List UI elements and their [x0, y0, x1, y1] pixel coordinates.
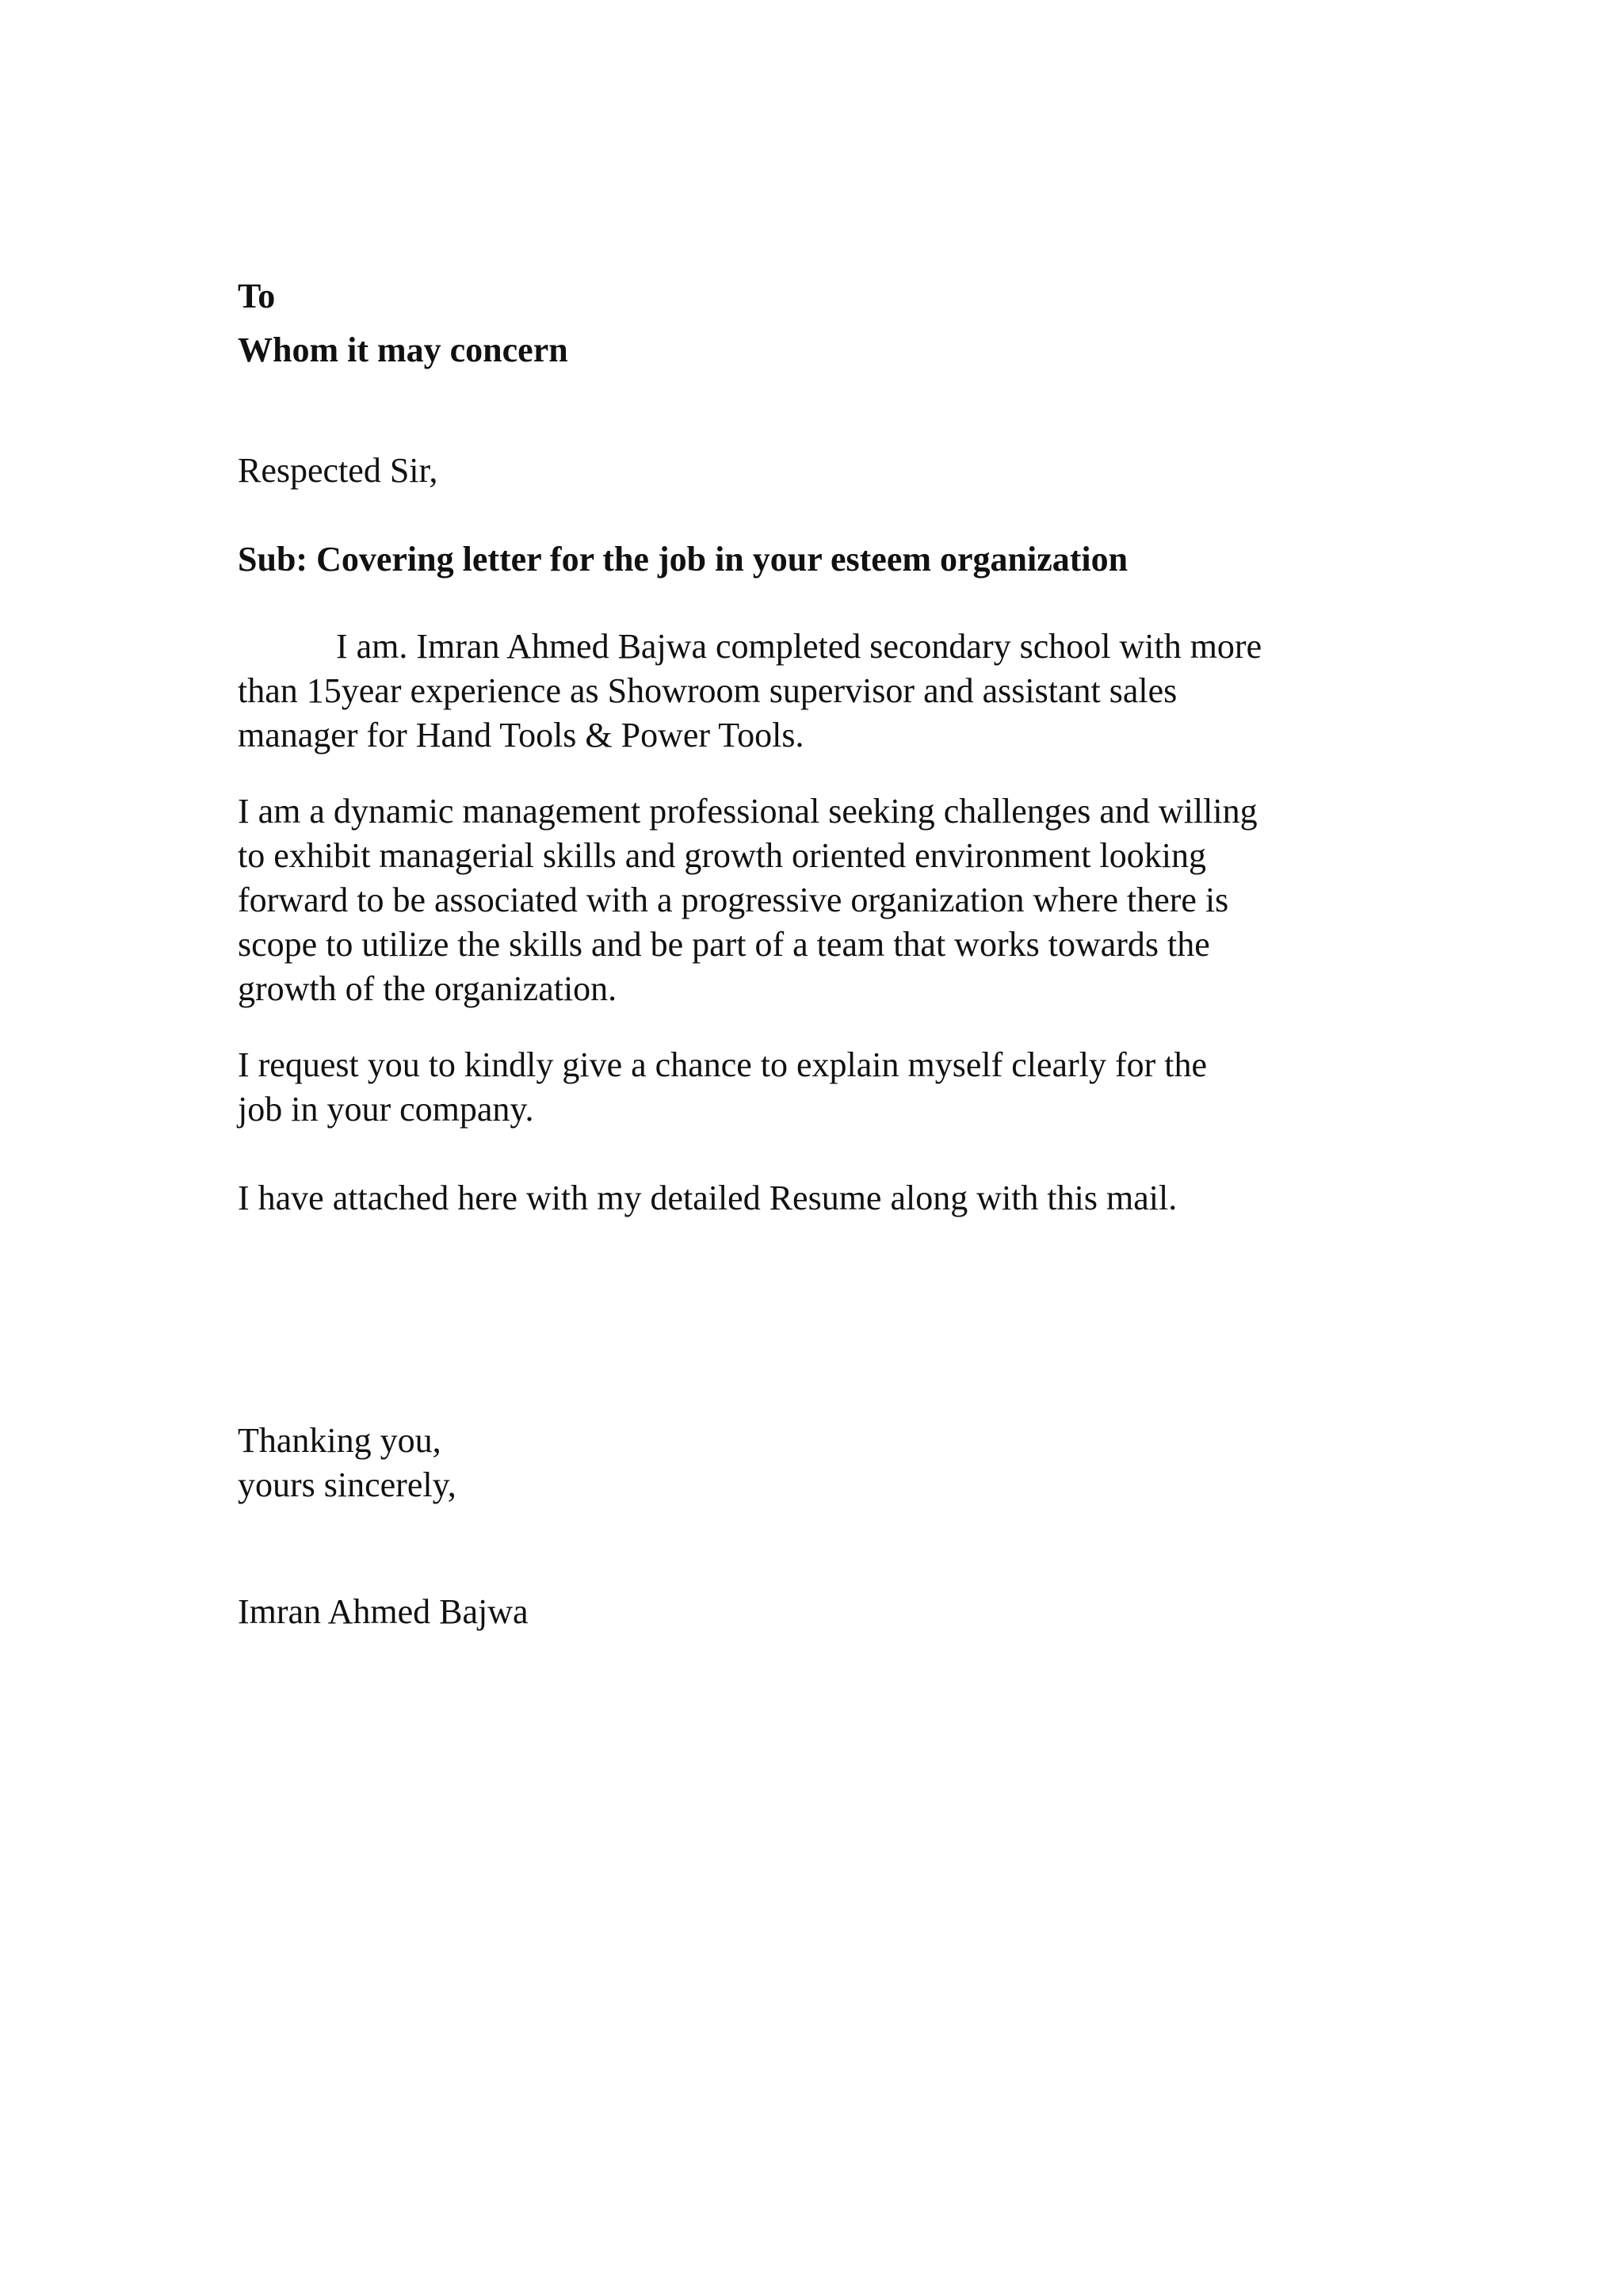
- recipient-whom: Whom it may concern: [238, 330, 568, 369]
- closing-sign-off: yours sincerely,: [238, 1465, 456, 1504]
- paragraph-line: I request you to kindly give a chance to explain myself clearly for the: [238, 1045, 1208, 1084]
- paragraph-line: I am a dynamic management professional seeking challenges and willing: [238, 792, 1258, 831]
- paragraph-line: scope to utilize the skills and be part of a team that works towards the: [238, 925, 1210, 964]
- paragraph-line: job in your company.: [238, 1090, 534, 1129]
- paragraph-line: than 15year experience as Showroom supervisor and assistant sales: [238, 671, 1178, 710]
- paragraph-line: to exhibit managerial skills and growth oriented environment looking: [238, 836, 1206, 875]
- signature-name: Imran Ahmed Bajwa: [238, 1592, 529, 1631]
- paragraph-line: manager for Hand Tools & Power Tools.: [238, 716, 804, 755]
- recipient-to: To: [238, 277, 276, 315]
- subject-line: Sub: Covering letter for the job in your esteem organization: [238, 540, 1128, 579]
- paragraph-line: I am. Imran Ahmed Bajwa completed secondary school with more: [336, 627, 1262, 666]
- paragraph-line: I have attached here with my detailed Resume along with this mail.: [238, 1179, 1178, 1217]
- paragraph-line: growth of the organization.: [238, 969, 617, 1008]
- paragraph-attachment: [238, 1176, 1379, 1221]
- paragraph-request: [238, 1043, 1379, 1132]
- closing-thanks: Thanking you,: [238, 1421, 441, 1460]
- salutation: Respected Sir,: [238, 451, 438, 490]
- paragraph-introduction: [238, 625, 1379, 758]
- paragraph-profile: [238, 789, 1379, 1011]
- paragraph-line: forward to be associated with a progressive organization where there is: [238, 881, 1229, 919]
